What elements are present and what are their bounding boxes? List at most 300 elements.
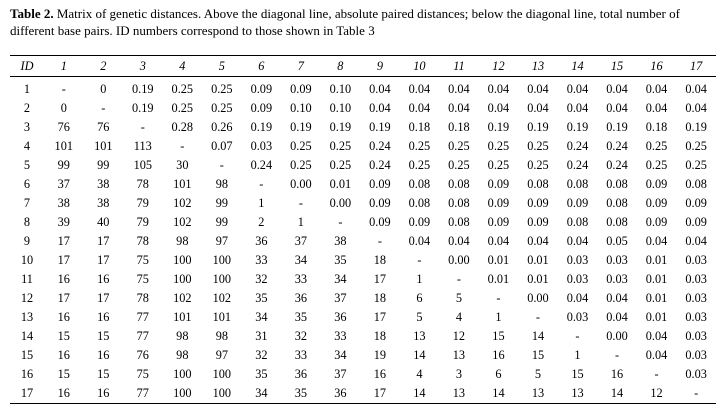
table-cell: 0.25 xyxy=(211,82,233,96)
table-cell: 37 xyxy=(294,234,308,248)
table-cell: 0.25 xyxy=(487,139,510,153)
table-cell: - xyxy=(61,82,66,96)
table-cell: 0.04 xyxy=(448,234,470,248)
table-cell: 15 xyxy=(531,348,545,362)
table-cell: 0.25 xyxy=(171,82,194,96)
table-cell: 35 xyxy=(334,253,347,267)
table-cell: 0.19 xyxy=(290,120,312,134)
table-cell: 0.09 xyxy=(566,196,589,210)
row-id-cell: 9 xyxy=(23,234,31,248)
table-cell: 0.18 xyxy=(448,120,470,134)
table-cell: 17 xyxy=(373,272,387,286)
table-cell: 101 xyxy=(173,177,192,191)
table-cell: 35 xyxy=(255,367,268,381)
table-cell: 0.19 xyxy=(527,120,549,134)
table-cell: 0.00 xyxy=(448,253,470,267)
table-cell: 5 xyxy=(416,310,423,324)
table-cell: 16 xyxy=(97,272,110,286)
table-cell: 0.25 xyxy=(211,101,233,115)
header-col-1: 1 xyxy=(44,56,84,77)
header-col-6: 6 xyxy=(242,56,282,77)
row-id-cell: 15 xyxy=(20,348,34,362)
table-cell: 16 xyxy=(57,310,70,324)
table-cell: 0.18 xyxy=(408,120,431,134)
table-cell: 6 xyxy=(495,367,502,381)
table-row xyxy=(10,384,716,404)
table-cell: 0.03 xyxy=(566,272,589,286)
table-cell: 2 xyxy=(258,215,265,229)
table-cell: 0.04 xyxy=(685,82,707,96)
table-cell: 0.10 xyxy=(329,82,352,96)
table-cell: 0.24 xyxy=(250,158,273,172)
table-cell: 0.08 xyxy=(606,177,628,191)
table-cell: 15 xyxy=(571,367,584,381)
table-cell: 102 xyxy=(173,291,192,305)
table-cell: 0.24 xyxy=(566,139,589,153)
table-cell: 0.25 xyxy=(408,139,431,153)
table-cell: 0.01 xyxy=(645,310,668,324)
table-cell: 0.04 xyxy=(448,101,470,115)
table-cell: 0.25 xyxy=(645,139,668,153)
table-cell: 0.25 xyxy=(408,158,431,172)
table-cell: 79 xyxy=(136,196,149,210)
table-cell: 0.04 xyxy=(606,310,628,324)
table-cell: - xyxy=(298,196,303,210)
table-cell: - xyxy=(338,215,343,229)
table-row xyxy=(10,327,716,346)
table-cell: 1 xyxy=(495,310,502,324)
table-cell: 0.04 xyxy=(606,291,628,305)
table-row xyxy=(10,251,716,270)
table-cell: 0.19 xyxy=(685,120,707,134)
table-cell: 0.03 xyxy=(606,253,628,267)
table-cell: 0.25 xyxy=(448,158,470,172)
header-col-12: 12 xyxy=(479,56,519,77)
table-cell: 0.04 xyxy=(566,291,589,305)
table-cell: 100 xyxy=(173,367,192,381)
table-cell: 78 xyxy=(136,291,149,305)
table-cell: 77 xyxy=(136,310,149,324)
table-cell: 33 xyxy=(294,272,308,286)
table-cell: 0.04 xyxy=(369,101,391,115)
table-cell: 0.04 xyxy=(566,82,589,96)
table-cell: 77 xyxy=(123,384,163,404)
table-cell: 16 xyxy=(492,348,505,362)
table-cell: 4 xyxy=(416,367,423,381)
table-cell: 30 xyxy=(176,158,189,172)
row-id-cell: 5 xyxy=(23,158,31,172)
table-cell: 0.08 xyxy=(566,215,589,229)
header-col-16: 16 xyxy=(637,56,677,77)
table-cell: 0.09 xyxy=(408,215,431,229)
table-cell: 98 xyxy=(176,348,189,362)
row-id-cell: 4 xyxy=(23,139,31,153)
table-cell: 0 xyxy=(100,82,107,96)
table-cell: 32 xyxy=(255,272,268,286)
table-cell: 0.03 xyxy=(685,367,707,381)
table-cell: 0.08 xyxy=(448,215,470,229)
table-cell: - xyxy=(614,348,620,362)
table-cell: 76 xyxy=(136,348,149,362)
table-row xyxy=(10,365,716,384)
row-id-cell: 1 xyxy=(23,82,31,96)
table-row xyxy=(10,137,716,156)
table-cell: 35 xyxy=(281,384,321,404)
table-cell: 36 xyxy=(321,384,361,404)
row-id-cell: 2 xyxy=(23,101,31,115)
table-cell: 102 xyxy=(212,291,232,305)
table-cell: 15 xyxy=(57,367,70,381)
table-row xyxy=(10,77,716,100)
table-cell: 0.00 xyxy=(290,177,312,191)
table-cell: - xyxy=(654,367,659,381)
table-cell: 0.07 xyxy=(211,139,233,153)
header-col-10: 10 xyxy=(400,56,440,77)
row-id-cell: 3 xyxy=(23,120,31,134)
table-cell: 0.04 xyxy=(527,82,549,96)
table-cell: 0.25 xyxy=(329,158,352,172)
distance-matrix-table xyxy=(10,55,716,404)
table-cell: - xyxy=(259,177,264,191)
table-cell: 0.09 xyxy=(645,177,668,191)
table-cell: 0.09 xyxy=(527,196,549,210)
table-cell: 0.08 xyxy=(448,196,470,210)
header-col-15: 15 xyxy=(597,56,637,77)
table-cell: 0.03 xyxy=(685,253,707,267)
table-row xyxy=(10,346,716,365)
table-cell: 100 xyxy=(212,272,232,286)
table-cell: 1 xyxy=(574,348,581,362)
table-cell: 37 xyxy=(334,291,347,305)
table-cell: 0.10 xyxy=(329,101,352,115)
table-cell: 98 xyxy=(215,177,228,191)
table-cell: 16 xyxy=(97,310,110,324)
table-cell: 101 xyxy=(212,310,232,324)
row-id-cell: 14 xyxy=(20,329,34,343)
table-cell: 38 xyxy=(334,234,347,248)
table-cell: 0.04 xyxy=(566,234,589,248)
table-cell: 38 xyxy=(97,196,110,210)
table-row xyxy=(10,213,716,232)
table-cell: 0.04 xyxy=(527,101,549,115)
table-cell: 0.04 xyxy=(566,101,589,115)
table-cell: 78 xyxy=(136,177,149,191)
table-cell: 0.04 xyxy=(645,234,668,248)
table-cell: 1 xyxy=(297,215,304,229)
table-cell: 0 xyxy=(60,101,67,115)
table-cell: 0.03 xyxy=(685,329,707,343)
table-cell: 31 xyxy=(255,329,268,343)
table-cell: - xyxy=(496,291,501,305)
table-cell: 0.04 xyxy=(645,348,668,362)
table-cell: 18 xyxy=(373,253,387,267)
table-cell: 0.25 xyxy=(527,139,549,153)
table-cell: 0.04 xyxy=(527,234,549,248)
table-cell: - xyxy=(377,234,382,248)
header-col-5: 5 xyxy=(202,56,242,77)
table-cell: 0.01 xyxy=(645,291,668,305)
table-cell: 75 xyxy=(136,367,149,381)
table-cell: 13 xyxy=(413,329,426,343)
table-cell: 100 xyxy=(173,253,192,267)
table-cell: 0.25 xyxy=(448,139,470,153)
row-id-cell: 16 xyxy=(20,367,34,381)
table-cell: 0.01 xyxy=(527,272,549,286)
table-cell: - xyxy=(535,310,541,324)
table-cell: 0.25 xyxy=(290,158,312,172)
table-row xyxy=(10,232,716,251)
table-cell: 0.01 xyxy=(527,253,549,267)
table-cell: 18 xyxy=(373,291,387,305)
table-cell: 40 xyxy=(97,215,110,229)
table-cell: 0.19 xyxy=(606,120,628,134)
table-cell: 0.03 xyxy=(566,310,589,324)
table-cell: 0.09 xyxy=(527,215,549,229)
row-id-cell: 17 xyxy=(10,384,44,404)
table-cell: 0.04 xyxy=(369,82,391,96)
table-cell: 0.03 xyxy=(685,348,707,362)
table-cell: 0.25 xyxy=(685,158,707,172)
table-cell: 75 xyxy=(136,253,149,267)
table-cell: - xyxy=(417,253,422,267)
table-cell: 16 xyxy=(57,348,70,362)
table-cell: 33 xyxy=(294,348,308,362)
header-id: ID xyxy=(10,56,44,77)
table-cell: 100 xyxy=(212,253,232,267)
table-cell: 17 xyxy=(57,234,70,248)
table-cell: 0.04 xyxy=(606,101,628,115)
table-cell: 99 xyxy=(215,196,228,210)
table-cell: 17 xyxy=(360,384,400,404)
header-col-9: 9 xyxy=(360,56,400,77)
header-col-4: 4 xyxy=(163,56,203,77)
header-col-13: 13 xyxy=(518,56,558,77)
table-cell: 0.19 xyxy=(250,120,273,134)
header-col-7: 7 xyxy=(281,56,321,77)
table-row xyxy=(10,289,716,308)
table-cell: 105 xyxy=(133,158,153,172)
table-cell: 0.03 xyxy=(566,253,589,267)
table-cell: 14 xyxy=(400,384,440,404)
table-cell: 0.04 xyxy=(448,82,470,96)
table-cell: 0.08 xyxy=(606,196,628,210)
table-cell: 36 xyxy=(294,367,308,381)
table-cell: 0.04 xyxy=(645,101,668,115)
table-row xyxy=(10,308,716,327)
table-cell: 0.01 xyxy=(329,177,352,191)
table-cell: 6 xyxy=(416,291,423,305)
table-cell: 0.08 xyxy=(527,177,549,191)
table-cell: 32 xyxy=(294,329,308,343)
table-cell: 79 xyxy=(136,215,149,229)
table-cell: 0.04 xyxy=(645,329,668,343)
row-id-cell: 7 xyxy=(23,196,31,210)
table-cell: 0.09 xyxy=(369,196,391,210)
table-cell: 14 xyxy=(531,329,545,343)
table-cell: 0.28 xyxy=(171,120,194,134)
table-cell: 0.09 xyxy=(369,215,391,229)
table-cell: 0.01 xyxy=(487,272,510,286)
table-cell: 99 xyxy=(97,158,110,172)
table-row xyxy=(10,156,716,175)
table-cell: 0.08 xyxy=(448,177,470,191)
row-id-cell: 8 xyxy=(23,215,31,229)
table-cell: 0.09 xyxy=(645,215,668,229)
table-cell: 32 xyxy=(255,348,268,362)
table-cell: 0.01 xyxy=(645,272,668,286)
caption-text: Matrix of genetic distances. Above the diagonal line, absolute paired distances; below the diagonal line, total number of different base pairs. ID numbers correspond to those shown in Table 3 xyxy=(10,6,680,38)
table-cell: 0.19 xyxy=(566,120,589,134)
row-id-cell: 6 xyxy=(23,177,31,191)
table-cell: 12 xyxy=(452,329,466,343)
table-cell: 0.19 xyxy=(369,120,391,134)
table-cell: 16 xyxy=(97,348,110,362)
table-cell: 0.08 xyxy=(606,215,628,229)
table-cell: 0.25 xyxy=(527,158,549,172)
table-cell: 38 xyxy=(97,177,110,191)
table-cell: 0.25 xyxy=(290,139,312,153)
table-cell: 0.03 xyxy=(606,272,628,286)
table-cell: - xyxy=(575,329,580,343)
table-cell: 0.04 xyxy=(408,234,431,248)
table-cell: 0.24 xyxy=(369,139,391,153)
table-cell: 17 xyxy=(57,253,70,267)
table-cell: 16 xyxy=(84,384,124,404)
table-cell: 14 xyxy=(413,348,426,362)
table-cell: 0.04 xyxy=(685,234,707,248)
table-cell: 99 xyxy=(215,215,228,229)
table-cell: 37 xyxy=(57,177,70,191)
table-cell: 34 xyxy=(255,310,268,324)
table-cell: 0.04 xyxy=(606,82,628,96)
table-cell: - xyxy=(180,139,185,153)
table-cell: 98 xyxy=(176,234,189,248)
table-cell: 0.26 xyxy=(211,120,233,134)
table-cell: 39 xyxy=(57,215,70,229)
table-cell: 0.10 xyxy=(290,101,312,115)
table-cell: 16 xyxy=(57,272,70,286)
caption-label: Table 2. xyxy=(10,6,54,21)
table-cell: 34 xyxy=(334,272,347,286)
table-row xyxy=(10,194,716,213)
table-cell: 0.09 xyxy=(685,196,707,210)
table-row xyxy=(10,175,716,194)
table-cell: 33 xyxy=(255,253,268,267)
header-col-11: 11 xyxy=(439,56,479,77)
table-cell: 101 xyxy=(54,139,73,153)
table-cell: 5 xyxy=(534,367,542,381)
table-cell: 98 xyxy=(176,329,189,343)
table-cell: 14 xyxy=(597,384,637,404)
table-cell: 36 xyxy=(294,291,308,305)
table-cell: 0.04 xyxy=(408,101,431,115)
table-cell: 78 xyxy=(136,234,149,248)
header-col-14: 14 xyxy=(558,56,598,77)
table-cell: 0.09 xyxy=(487,215,510,229)
table-cell: 0.09 xyxy=(250,101,273,115)
table-cell: 0.24 xyxy=(369,158,391,172)
header-col-3: 3 xyxy=(123,56,163,77)
table-cell: 0.25 xyxy=(329,139,352,153)
table-cell: 76 xyxy=(57,120,70,134)
table-cell: 102 xyxy=(173,215,192,229)
table-cell: 0.08 xyxy=(566,177,589,191)
table-cell: 0.03 xyxy=(685,310,707,324)
table-caption xyxy=(10,5,722,39)
header-col-2: 2 xyxy=(84,56,124,77)
table-cell: 15 xyxy=(57,329,70,343)
table-cell: 99 xyxy=(57,158,70,172)
table-cell: 0.03 xyxy=(685,291,707,305)
header-col-8: 8 xyxy=(321,56,361,77)
table-cell: 0.03 xyxy=(250,139,273,153)
table-cell: 33 xyxy=(334,329,347,343)
table-cell: 17 xyxy=(97,253,110,267)
table-cell: 35 xyxy=(294,310,308,324)
table-cell: 0.08 xyxy=(408,196,431,210)
table-cell: 0.04 xyxy=(487,234,510,248)
table-cell: 36 xyxy=(334,310,347,324)
table-cell: 76 xyxy=(97,120,110,134)
table-cell: 0.25 xyxy=(645,158,668,172)
table-cell: 17 xyxy=(97,291,110,305)
table-cell: 15 xyxy=(492,329,505,343)
table-cell: 16 xyxy=(44,384,84,404)
table-cell: 0.19 xyxy=(487,120,510,134)
table-cell: - xyxy=(101,101,106,115)
table-cell: 0.01 xyxy=(487,253,510,267)
table-cell: 0.04 xyxy=(685,101,707,115)
table-cell: 13 xyxy=(518,384,558,404)
table-cell: 13 xyxy=(558,384,598,404)
table-cell: 0.19 xyxy=(132,82,154,96)
table-cell: 0.25 xyxy=(487,158,510,172)
table-cell: 0.03 xyxy=(685,272,707,286)
table-cell: 0.19 xyxy=(329,120,352,134)
table-cell: - xyxy=(219,158,224,172)
table-cell: 98 xyxy=(215,329,228,343)
row-id-cell: 11 xyxy=(21,272,33,286)
table-cell: 0.04 xyxy=(487,101,510,115)
table-cell: 35 xyxy=(255,291,268,305)
table-cell: 0.25 xyxy=(685,139,707,153)
table-cell: 97 xyxy=(215,234,228,248)
table-cell: 0.18 xyxy=(645,120,668,134)
table-cell: 17 xyxy=(57,291,70,305)
table-row xyxy=(10,270,716,289)
table-cell: - xyxy=(456,272,461,286)
table-cell: 0.01 xyxy=(645,253,668,267)
table-body xyxy=(10,77,716,404)
table-cell: 100 xyxy=(202,384,242,404)
table-cell: 34 xyxy=(334,348,347,362)
table-cell: 16 xyxy=(610,367,624,381)
table-cell: 36 xyxy=(255,234,268,248)
table-cell: 0.19 xyxy=(132,101,154,115)
table-cell: 0.09 xyxy=(487,196,510,210)
table-cell: 0.09 xyxy=(685,215,707,229)
table-cell: 16 xyxy=(373,367,387,381)
table-cell: 0.00 xyxy=(527,291,549,305)
table-cell: 13 xyxy=(439,384,479,404)
table-row xyxy=(10,118,716,137)
table-header-row xyxy=(10,56,716,77)
table-cell: 0.09 xyxy=(369,177,391,191)
table-cell: 4 xyxy=(455,310,462,324)
table-cell: - xyxy=(676,384,716,404)
header-col-17: 17 xyxy=(676,56,716,77)
table-cell: 101 xyxy=(173,310,192,324)
